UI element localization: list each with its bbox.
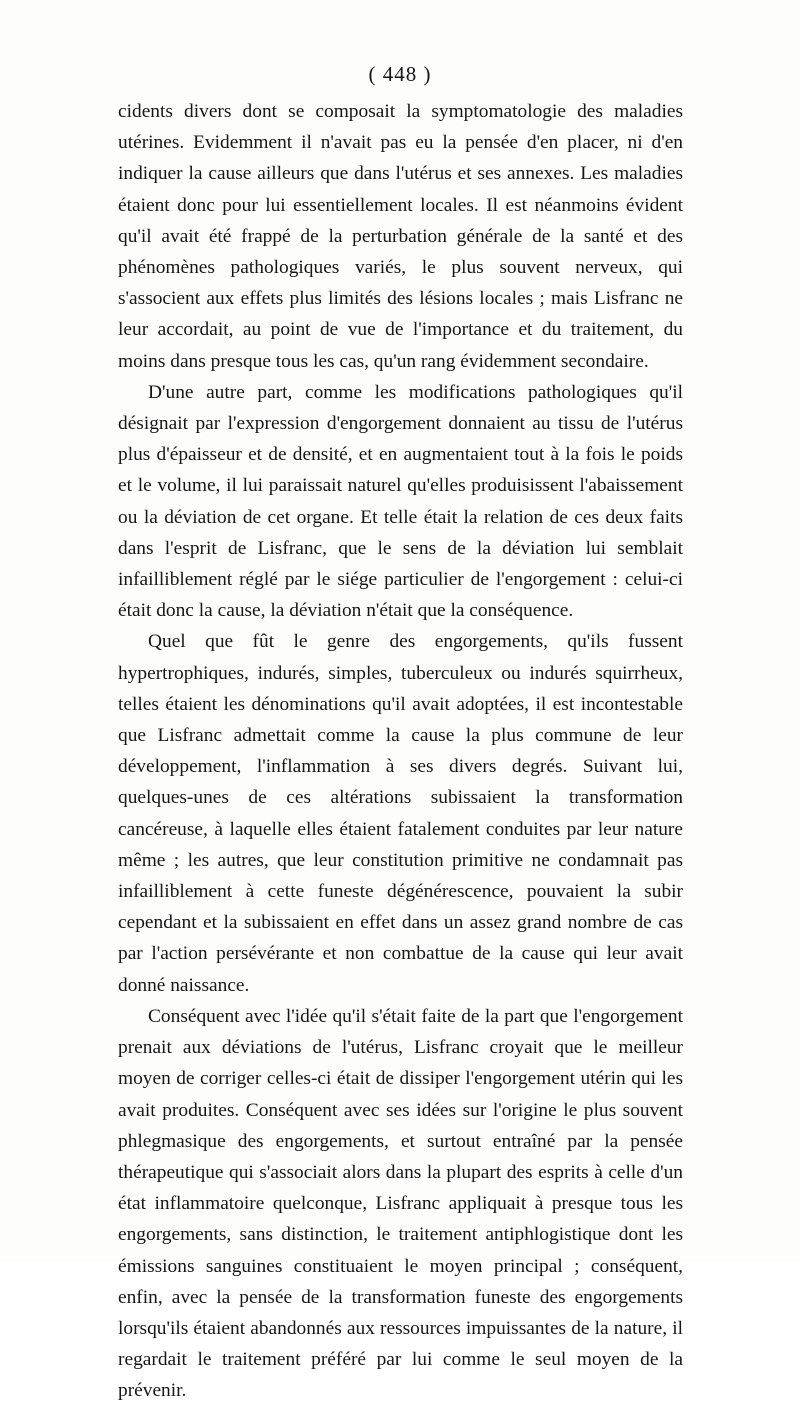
page-number: ( 448 ) xyxy=(368,62,432,86)
paragraph-3: Quel que fût le genre des engorgements, qu'ils fussent hypertrophiques, indurés, simples, tuberculeux ou indurés squirrheux, telles étaient les dénominations qu'il avait adoptées, il est incontestable que Lisfranc admettait comme la cause la plus commune de leur développement, l'inflammation à ses divers degrés. Suivant lui, quelques-unes de ces altérations subissaient la transformation cancéreuse, à laquelle elles étaient fatalement conduites par leur nature même ; les autres, que leur constitution primitive ne condamnait pas infailliblement à cette funeste dégénérescence, pouvaient la subir cependant et la subissaient en effet dans un assez grand nombre de cas par l'action persévérante et non combattue de la cause qui leur avait donné naissance. xyxy=(118,631,683,996)
paragraph-2: D'une autre part, comme les modifications pathologiques qu'il désignait par l'expression d'engorgement donnaient au tissu de l'utérus plus d'épaisseur et de densité, et en augmentaient tout à la fois le poids et le volume, il lui paraissait naturel qu'elles produisissent l'abaissement ou la déviation de cet organe. Et telle était la relation de ces deux faits dans l'esprit de Lisfranc, que le sens de la déviation lui semblait infailliblement réglé par le siége particulier de l'engorgement : celui-ci était donc la cause, la déviation n'était que la conséquence. xyxy=(118,381,683,622)
body-text xyxy=(118,96,683,1407)
paragraph-4: Conséquent avec l'idée qu'il s'était faite de la part que l'engorgement prenait aux déviations de l'utérus, Lisfranc croyait que le meilleur moyen de corriger celles-ci était de dissiper l'engorgement utérin qui les avait produites. Conséquent avec ses idées sur l'origine le plus souvent phlegmasique des engorgements, et surtout entraîné par la pensée thérapeutique qui s'associait alors dans la plupart des esprits à celle d'un état inflammatoire quelconque, Lisfranc appliquait à presque tous les engorgements, sans distinction, le traitement antiphlogistique dont les émissions sanguines constituaient le moyen principal ; conséquent, enfin, avec la pensée de la transformation funeste des engorgements lorsqu'ils étaient abandonnés aux ressources impuissantes de la nature, il regardait le traitement préféré par lui comme le seul moyen de la prévenir. xyxy=(118,1005,683,1402)
paragraph-1: cidents divers dont se composait la symptomatologie des maladies utérines. Evidemment il n'avait pas eu la pensée d'en placer, ni d'en indiquer la cause ailleurs que dans l'utérus et ses annexes. Les maladies étaient donc pour lui essentiellement locales. Il est néanmoins évident qu'il avait été frappé de la perturbation générale de la santé et des phénomènes pathologiques variés, le plus souvent nerveux, qui s'associent aux effets plus limités des lésions locales ; mais Lisfranc ne leur accordait, au point de vue de l'importance et du traitement, du moins dans presque tous les cas, qu'un rang évidemment secondaire. xyxy=(118,101,683,372)
